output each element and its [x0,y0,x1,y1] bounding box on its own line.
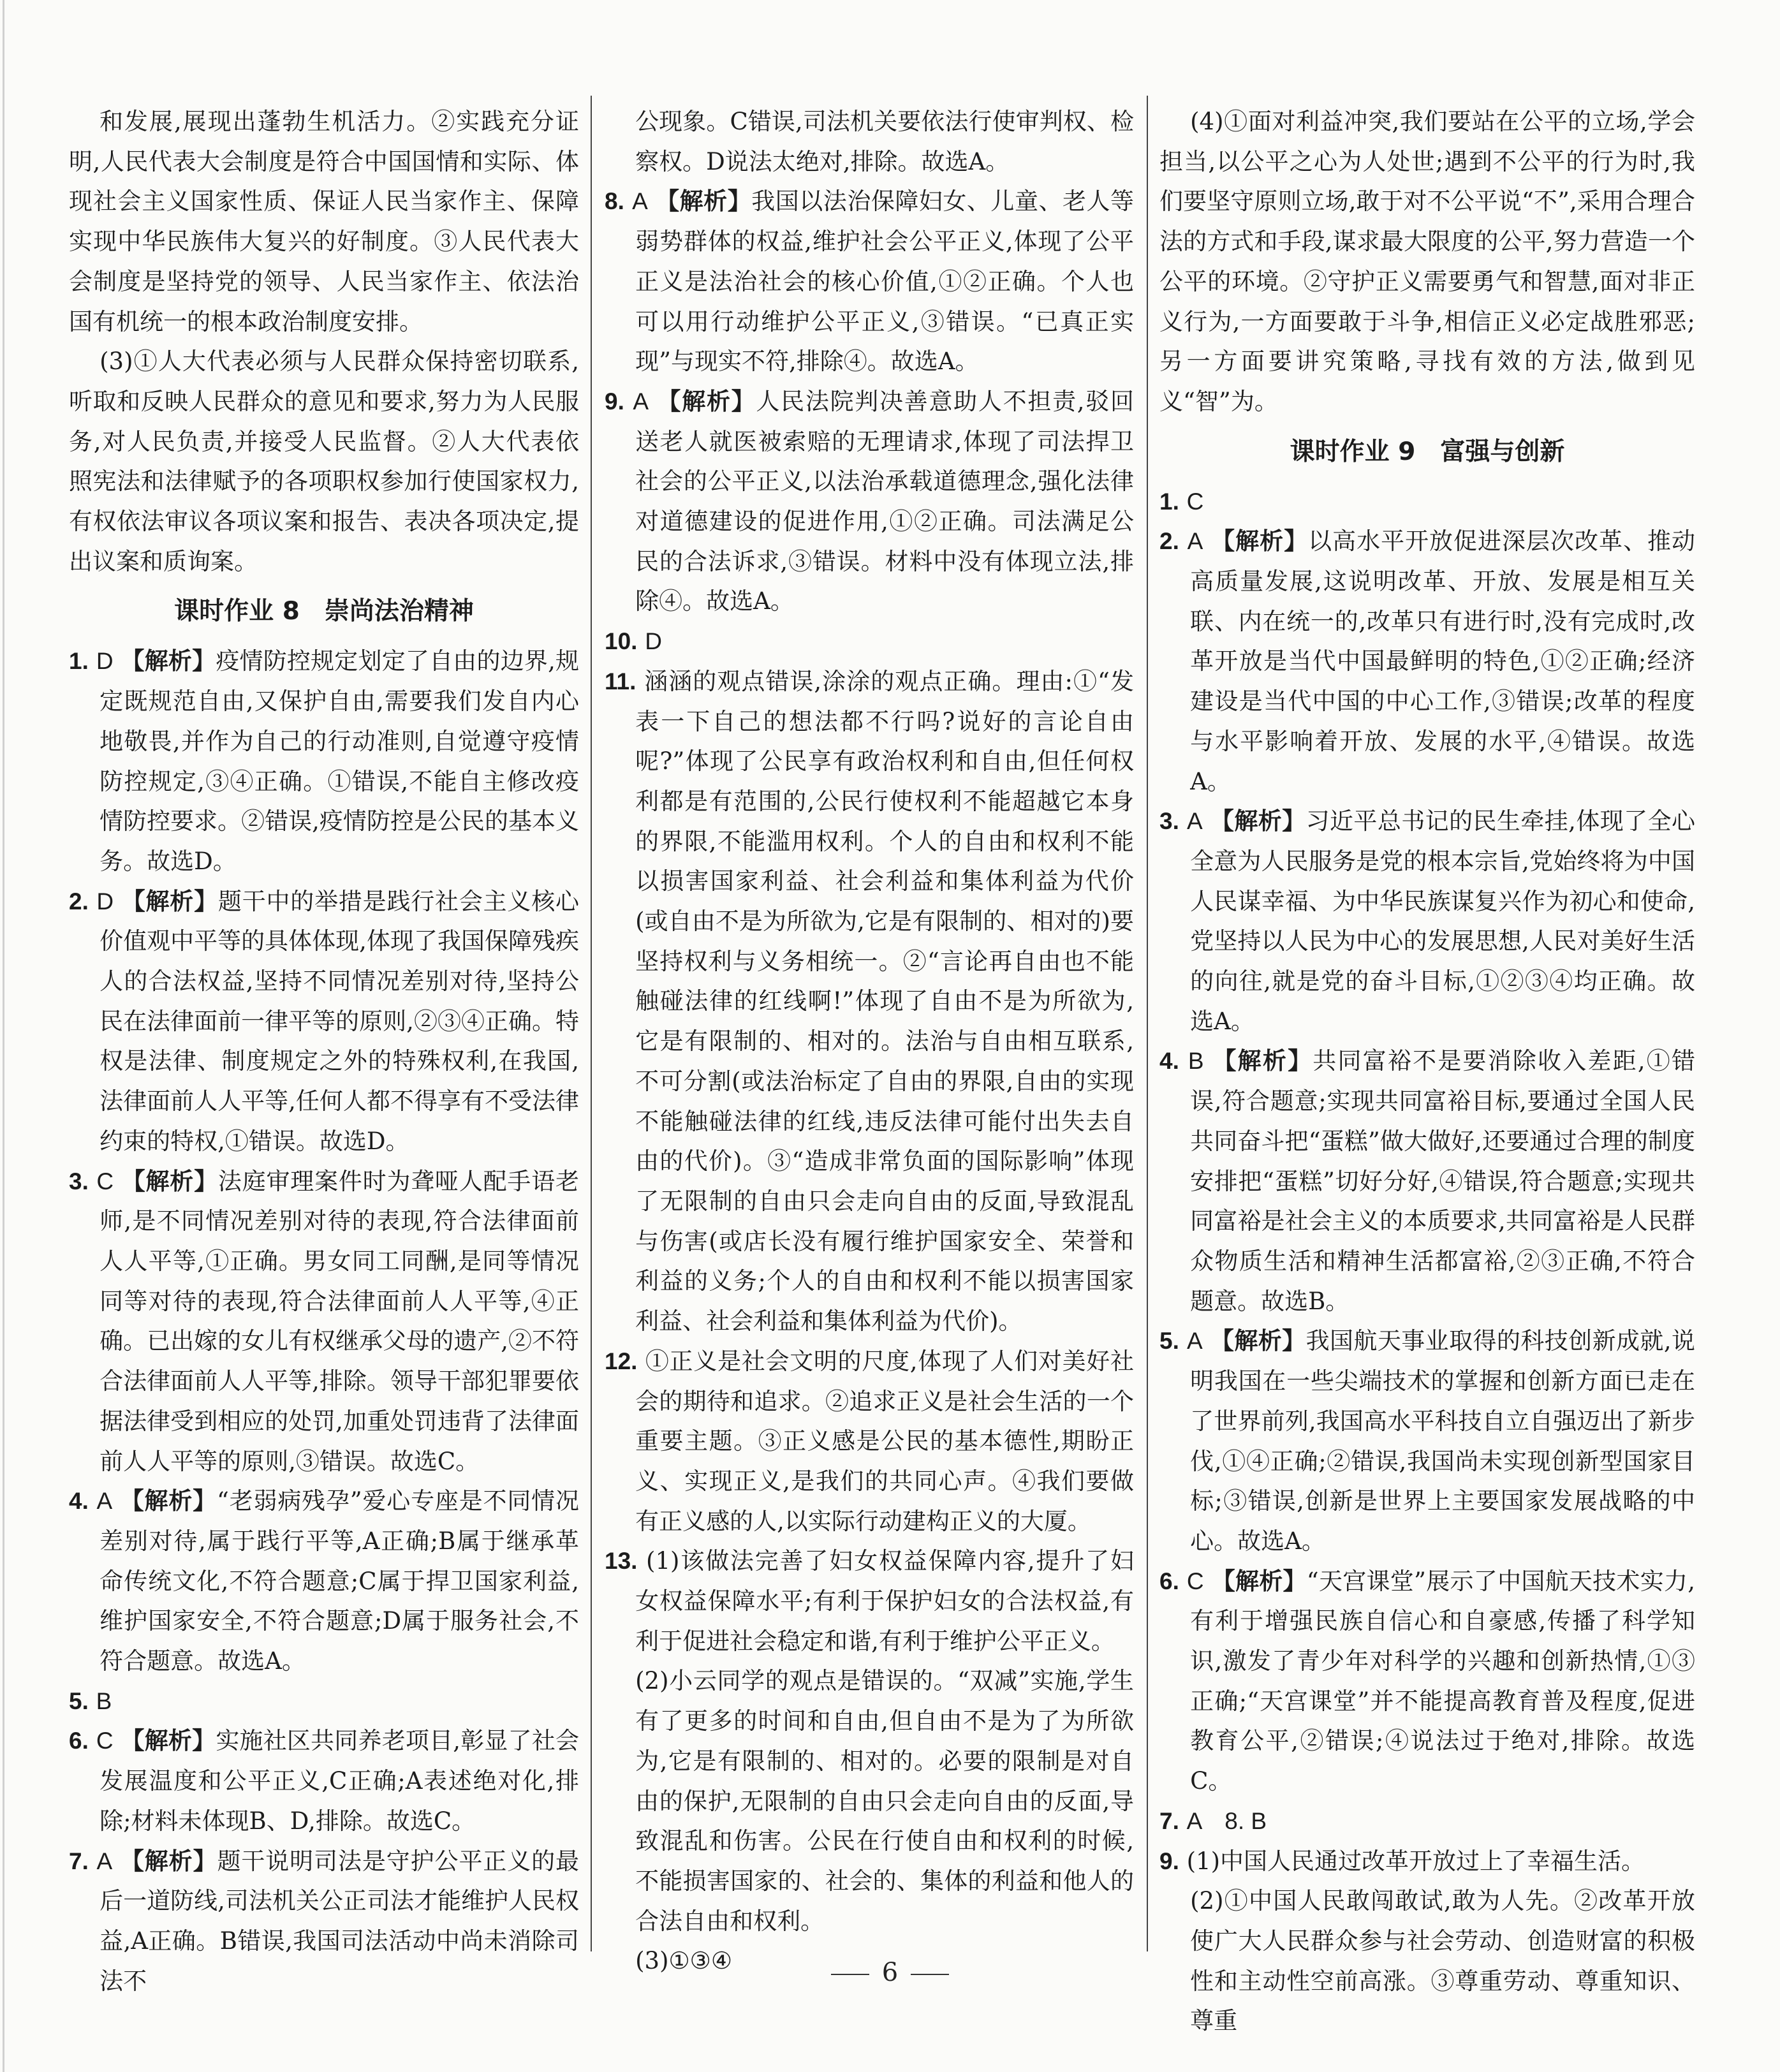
answer-item [1159,1842,1695,1882]
answer-choice: A [1187,528,1203,555]
column-left [69,102,580,1995]
question-number: 1. [69,648,89,675]
question-number: 6. [1159,1568,1179,1594]
question-number: 13. [605,1548,638,1575]
column-middle [605,102,1135,1975]
analysis-tag: 【解析】 [656,187,752,216]
answer-paragraph: (3)①人大代表必须与人民群众保持密切联系,听取和反映人民群众的意见和要求,努力为人民服务,对人民负责,并接受人民监督。②人大代表依照宪法和法律赋予的各项职权参加行使国家权力,有权依法审议各项议案和报告、表决各项决定,提出议案和质询案。 [69,348,579,575]
answer-choice: A [96,1488,113,1515]
question-number: 4. [69,1488,89,1515]
answer-item [1159,1562,1695,1802]
analysis-tag: 【解析】 [121,647,216,675]
answer-choice: C [96,1168,114,1194]
question-number: 12. [605,1348,638,1374]
analysis-text: 题干说明司法是守护公平正义的最后一道防线,司法机关公正司法才能维护人民权益,A正确。B错误,我国司法活动中尚未消除司法不 [99,1847,580,1995]
answer-item [69,642,579,881]
answer-choice: C [1186,488,1204,515]
answer-item [605,182,1134,382]
question-number: 5. [69,1687,89,1714]
answer-item [1159,1041,1695,1321]
analysis-tag: 【解析】 [657,387,756,415]
analysis-tag: 【解析】 [1212,1047,1313,1075]
analysis-text: 人民法院判决善意助人不担责,驳回送老人就医被索赔的无理请求,体现了司法捍卫社会的公平正义,以法治承载道德理念,强化法律对道德建设的促进作用,①②正确。司法满足公民的合法诉求,③错误。材料中没有体现立法,排除④。故选A。 [635,387,1134,615]
analysis-text: (1)该做法完善了妇女权益保障内容,提升了妇女权益保障水平;有利于保护妇女的合法权益,有利于促进社会稳定和谐,有利于维护公平正义。 [635,1547,1134,1655]
analysis-tag: 【解析】 [1210,807,1306,835]
section-title: 课时作业 8 崇尚法治精神 [174,597,474,626]
column-divider [591,96,592,1951]
answer-choice: B [96,1687,112,1714]
question-number: 11. [605,668,636,694]
footer-dash-right [911,1974,949,1975]
analysis-text: 涵涵的观点错误,涂涂的观点正确。理由:①“发表一下自己的想法都不行吗?说好的言论自由呢?”体现了公民享有政治权利和自由,但任何权利都是有范围的,公民行使权利不能超越它本身的界限,不能滥用权利。个人的自由和权利不能以损害国家利益、社会利益和集体利益为代价(或自由不是为所欲为,它是有限制的、相对的)要坚持权利与义务相统一。②“言论再自由也不能触碰法律的红线啊!”体现了自由不是为所欲为,它是有限制的、相对的。法治与自由相互联系,不可分割(或法治标定了自由的界限,自由的实现不能触碰法律的红线,违反法律可能付出失去自由的代价)。③“造成非常负面的国际影响”体现了无限制的自由只会走向自由的反面,导致混乱与伤害(或店长没有履行维护国家安全、荣誉和利益的义务;个人的自由和权利不能以损害国家利益、社会利益和集体利益为代价)。 [635,667,1134,1335]
answer-continuation: (2)①中国人民敢闯敢试,敢为人先。②改革开放使广大人民群众参与社会劳动、创造财富的积极性和主动性空前高涨。③尊重劳动、尊重知识、尊重 [1190,1887,1695,2035]
analysis-tag: 【解析】 [1210,1327,1306,1355]
answer-choice: D [96,648,114,675]
analysis-text: “老弱病残孕”爱心专座是不同情况差别对待,属于践行平等,A正确;B属于继承革命传统文化,不符合题意;C属于捍卫国家利益,维护国家安全,不符合题意;D属于服务社会,不符合题意。故选A。 [99,1487,579,1675]
answer-choice: A [632,188,648,215]
column-divider [1147,96,1148,1951]
answer-paragraph: (4)①面对利益冲突,我们要站在公平的立场,学会担当,以公平之心为人处世;遇到不公平的行为时,我们要坚守原则立场,敢于对不公平说“不”,采用合理合法的方式和手段,谋求最大限度的公平,努力营造一个公平的环境。②守护正义需要勇气和智慧,面对非正义行为,一方面要敢于斗争,相信正义必定战胜邪恶;另一方面要讲究策略,寻找有效的方法,做到见义“智”为。 [1159,108,1695,415]
page-number: 6 [881,1958,899,1987]
analysis-text: 我国以法治保障妇女、儿童、老人等弱势群体的权益,维护社会公平正义,体现了公平正义是法治社会的核心价值,①②正确。个人也可以用行动维护公平正义,③错误。“已真正实现”与现实不符,排除④。故选A。 [635,187,1135,376]
answer-item [1159,482,1695,522]
answer-item [1159,1321,1695,1561]
answer-item [605,622,1134,662]
answer-choice: A [633,388,649,415]
question-number: 5. [1159,1328,1179,1355]
answer-item [605,662,1134,1342]
answer-item [69,882,579,1162]
answer-choice: D [645,628,662,655]
footer-dash-left [831,1974,869,1975]
answer-choice: A [1187,808,1203,835]
answer-continuation: (3)①③④ [635,1947,733,1975]
question-number: 3. [69,1168,89,1194]
analysis-text: 疫情防控规定划定了自由的边界,规定既规范自由,又保护自由,需要我们发自内心地敬畏,并作为自己的行动准则,自觉遵守疫情防控规定,③④正确。①错误,不能自主修改疫情防控要求。②错误,疫情防控是公民的基本义务。故选D。 [99,647,580,875]
answer-choice: A 8. B [1186,1807,1267,1834]
column-right [1159,102,1696,2035]
analysis-text: ①正义是社会文明的尺度,体现了人们对美好社会的期待和追求。②追求正义是社会生活的一个重要主题。③正义感是公民的基本德性,期盼正义、实现正义,是我们的共同心声。④我们要做有正义感的人,以实际行动建构正义的大厦。 [635,1347,1134,1535]
question-number: 7. [1159,1807,1179,1834]
analysis-text: 共同富裕不是要消除收入差距,①错误,符合题意;实现共同富裕目标,要通过全国人民共同奋斗把“蛋糕”做大做好,还要通过合理的制度安排把“蛋糕”切好分好,④错误,符合题意;实现共同富裕是社会主义的本质要求,共同富裕是人民群众物质生活和精神生活都富裕,②③正确,不符合题意。故选B。 [1190,1047,1696,1315]
answer-item [69,1481,579,1682]
answer-item [605,382,1134,622]
question-number: 6. [69,1728,89,1754]
answer-continuation: 公现象。C错误,司法机关要依法行使审判权、检察权。D说法太绝对,排除。故选A。 [635,108,1134,175]
answer-item [1159,802,1695,1041]
page-footer [0,1958,1780,1987]
analysis-text: (1)中国人民通过改革开放过上了幸福生活。 [1186,1847,1645,1875]
question-number: 1. [1159,488,1179,515]
answer-paragraph: 和发展,展现出蓬勃生机活力。②实践充分证明,人民代表大会制度是符合中国国情和实际、体现社会主义国家性质、保证人民当家作主、保障实现中华民族伟大复兴的好制度。③人民代表大会制度是坚持党的领导、人民当家作主、依法治国有机统一的根本政治制度安排。 [69,108,579,335]
analysis-tag: 【解析】 [1211,527,1309,555]
analysis-text: 题干中的举措是践行社会主义核心价值观中平等的具体体现,体现了我国保障残疾人的合法权益,坚持不同情况差别对待,坚持公民在法律面前一律平等的原则,②③④正确。特权是法律、制度规定之外的特殊权利,在我国,法律面前人人平等,任何人都不得享有不受法律约束的特权,①错误。故选D。 [99,887,580,1155]
question-number: 8. [605,188,624,215]
question-number: 3. [1159,808,1179,835]
analysis-text: 实施社区共同养老项目,彰显了社会发展温度和公平正义,C正确;A表述绝对化,排除;材料未体现B、D,排除。故选C。 [99,1727,580,1835]
question-number: 2. [1159,528,1179,555]
answer-item [605,1541,1134,1661]
section-title: 课时作业 9 富强与创新 [1290,437,1565,466]
answer-choice: A [96,1848,113,1874]
answer-item [1159,1802,1695,1842]
answer-continuation: (2)小云同学的观点是错误的。“双减”实施,学生有了更多的时间和自由,但自由不是为了为所欲为,它是有限制的、相对的。必要的限制是对自由的保护,无限制的自由只会走向自由的反面,导致混乱和伤害。公民在行使自由和权利的时候,不能损害国家的、社会的、集体的利益和他人的合法自由和权利。 [635,1667,1134,1935]
question-number: 7. [69,1848,89,1874]
answer-choice: C [96,1728,114,1754]
question-number: 10. [605,628,638,655]
analysis-text: 以高水平开放促进深层次改革、推动高质量发展,这说明改革、开放、发展是相互关联、内在统一的,改革只有进行时,没有完成时,改革开放是当代中国最鲜明的特色,①②正确;经济建设是当代中国的中心工作,③错误;改革的程度与水平影响着开放、发展的水平,④错误。故选A。 [1190,527,1696,795]
analysis-text: 法庭审理案件时为聋哑人配手语老师,是不同情况差别对待的表现,符合法律面前人人平等,①正确。男女同工同酬,是同等情况同等对待的表现,符合法律面前人人平等,④正确。已出嫁的女儿有权继承父母的遗产,②不符合法律面前人人平等,排除。领导干部犯罪要依据法律受到相应的处罚,加重处罚违背了法律面前人人平等的原则,③错误。故选C。 [99,1167,580,1475]
question-number: 2. [69,888,89,915]
analysis-text: 习近平总书记的民生牵挂,体现了全心全意为人民服务是党的根本宗旨,党始终将为中国人民谋幸福、为中华民族谋复兴作为初心和使命,党坚持以人民为中心的发展思想,人民对美好生活的向往,就是党的奋斗目标,①②③④均正确。故选A。 [1190,807,1696,1035]
answer-item [605,1342,1134,1542]
answer-choice: B [1188,1048,1204,1075]
question-number: 9. [605,388,624,415]
answer-choice: A [1187,1328,1203,1355]
analysis-tag: 【解析】 [120,1487,217,1515]
question-number: 4. [1159,1048,1179,1075]
analysis-tag: 【解析】 [121,1167,218,1195]
answer-choice: D [96,888,114,915]
analysis-text: “天宫课堂”展示了中国航天技术实力,有利于增强民族自信心和自豪感,传播了科学知识,激发了青少年对科学的兴趣和创新热情,①③正确;“天宫课堂”并不能提高教育普及程度,促进教育公平,②错误;④说法过于绝对,排除。故选C。 [1190,1567,1696,1795]
analysis-tag: 【解析】 [120,1847,217,1875]
binding-edge [3,0,4,2072]
analysis-tag: 【解析】 [1211,1567,1307,1595]
answer-item [69,1682,579,1722]
question-number: 9. [1159,1848,1179,1874]
answer-choice: C [1186,1568,1204,1594]
answer-item [69,1162,579,1482]
analysis-tag: 【解析】 [121,887,218,915]
analysis-tag: 【解析】 [121,1727,216,1755]
answer-item [1159,522,1695,802]
analysis-text: 我国航天事业取得的科技创新成就,说明我国在一些尖端技术的掌握和创新方面已走在了世界前列,我国高水平科技自立自强迈出了新步伐,①④正确;②错误,我国尚未实现创新型国家目标;③错误,创新是世界上主要国家发展战略的中心。故选A。 [1190,1327,1696,1555]
answer-item [69,1721,579,1841]
